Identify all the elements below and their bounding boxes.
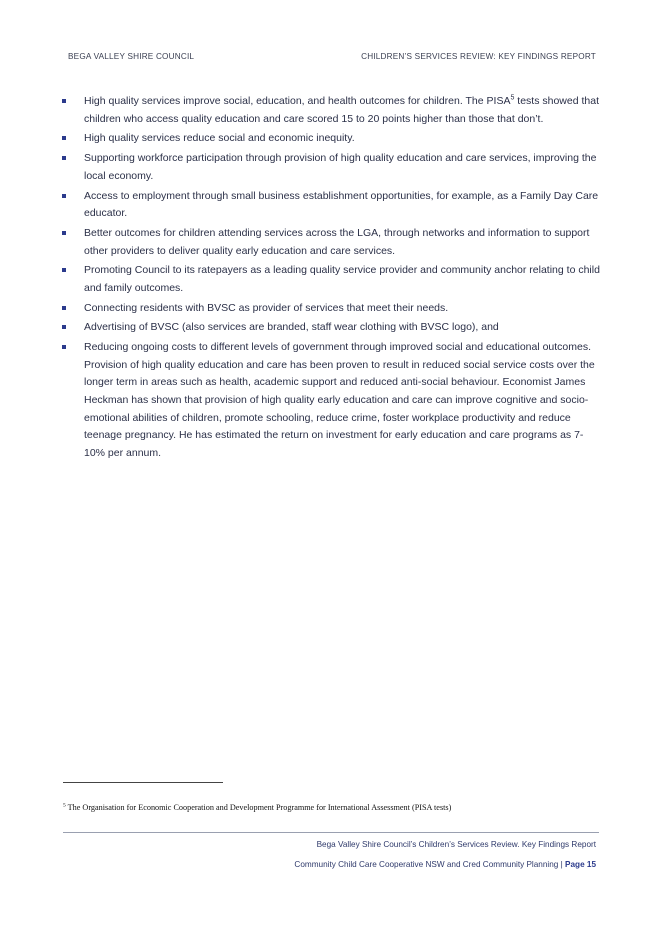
list-item <box>62 300 602 318</box>
footnote-text: The Organisation for Economic Cooperation and Development Programme for International Assessment (PISA tests) <box>65 803 452 812</box>
list-item-text: tests showed that children who access quality education and care scored 15 to 20 points higher than those that don’t. <box>84 95 599 125</box>
list-item-text: High quality services reduce social and economic inequity. <box>84 132 355 145</box>
list-item <box>62 262 602 297</box>
footnote <box>63 803 451 812</box>
list-item-text: High quality services improve social, education, and health outcomes for children. The PISA <box>84 95 511 107</box>
list-item-text: Advertising of BVSC (also services are branded, staff wear clothing with BVSC logo), and <box>84 321 499 334</box>
footer-authors: Community Child Care Cooperative NSW and Cred Community Planning <box>294 860 559 869</box>
list-item <box>62 150 602 185</box>
list-item <box>62 93 602 128</box>
list-item <box>62 339 602 462</box>
list-item <box>62 188 602 223</box>
list-item <box>62 225 602 260</box>
footnote-marker: 5 <box>63 802 66 809</box>
list-item-text: Better outcomes for children attending services across the LGA, through networks and information to support other providers to deliver quality early education and care services. <box>84 226 590 257</box>
bullet-icon <box>62 194 66 198</box>
bullet-icon <box>62 231 66 235</box>
bullet-icon <box>62 306 66 310</box>
list-item-text: Connecting residents with BVSC as provider of services that meet their needs. <box>84 301 449 314</box>
footer-divider <box>63 832 599 833</box>
bullet-icon <box>62 268 66 272</box>
header-right: CHILDREN’S SERVICES REVIEW: KEY FINDINGS REPORT <box>361 52 596 61</box>
footnote-divider <box>63 782 223 783</box>
bullet-icon <box>62 325 66 329</box>
footer-separator: | <box>560 860 563 869</box>
header-left: BEGA VALLEY SHIRE COUNCIL <box>68 52 195 61</box>
list-item <box>62 319 602 337</box>
bullet-icon <box>62 136 66 140</box>
list-item-text: Access to employment through small business establishment opportunities, for example, as a Family Day Care educator. <box>84 189 599 220</box>
page-number: Page 15 <box>565 860 596 869</box>
footer-credits <box>294 860 596 869</box>
footnote-ref[interactable]: 5 <box>510 94 515 102</box>
list-item-text: Supporting workforce participation through provision of high quality education and care services, improving the local economy. <box>84 152 597 182</box>
bullet-icon <box>62 99 66 103</box>
bullet-icon <box>62 156 66 160</box>
list-item-text: Reducing ongoing costs to different levels of government through improved social and educational outcomes. Provision of high quality education and care has been proven to result in reduced social service costs over the longer term in areas such as health, academic support and reduced anti-social behaviour. Economist James Heckman has shown that provision of high quality early education and care can improve cognitive and socio-emotional abilities of children, promote schooling, reduce crime, foster workplace productivity and reduce teenage pregnancy. He has estimated the return on investment for early education and care programs as 7- 10% per annum. <box>84 341 595 459</box>
list-item-text: Promoting Council to its ratepayers as a leading quality service provider and community anchor relating to child and family outcomes. <box>84 264 600 294</box>
bullet-list <box>62 93 602 465</box>
list-item <box>62 130 602 148</box>
footer-title: Bega Valley Shire Council’s Children’s Services Review. Key Findings Report <box>316 840 596 849</box>
bullet-icon <box>62 345 66 349</box>
